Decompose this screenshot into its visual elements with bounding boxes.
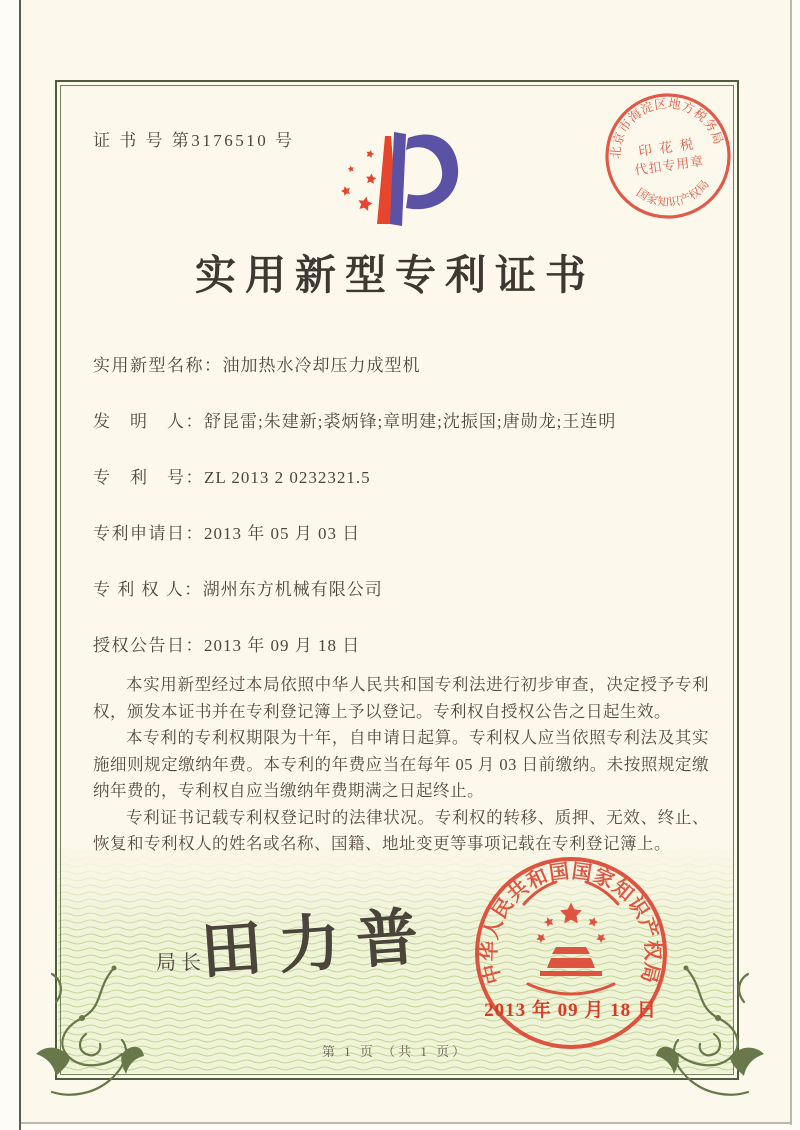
scan-edge-bottom <box>21 1122 791 1124</box>
field-patent-number <box>93 463 713 519</box>
field-label: 专 利 号： <box>93 468 204 487</box>
tax-stamp-arc-bottom-text: 国家知识产权局 <box>633 178 713 210</box>
field-label: 实用新型名称： <box>93 356 223 375</box>
office-seal-arc-text: 中华人民共和国国家知识产权局 <box>478 860 664 987</box>
corner-flourish-icon <box>26 962 146 1102</box>
cnipa-office-seal <box>468 850 673 1055</box>
field-value: 舒昆雷;朱建新;裘炳锋;章明建;沈振国;唐勋龙;王连明 <box>204 412 617 431</box>
field-label: 发 明 人： <box>93 412 204 431</box>
field-application-date <box>93 519 713 575</box>
field-label: 专利申请日： <box>93 524 204 543</box>
footer-page-indicator: 第 1 页 （共 1 页） <box>321 1044 469 1059</box>
certificate-title: 实用新型专利证书 <box>195 252 595 298</box>
certificate-fields <box>93 351 713 687</box>
legal-paragraph: 专利证书记载专利权登记时的法律状况。专利权的转移、质押、无效、终止、恢复和专利权人的姓名或名称、国籍、地址变更等事项记载在专利登记簿上。 <box>93 807 709 853</box>
field-label: 授权公告日： <box>93 636 204 655</box>
field-value: 湖州东方机械有限公司 <box>202 580 383 599</box>
seal-date: 2013 年 09 月 18 日 <box>484 1000 657 1021</box>
field-value: 2013 年 05 月 03 日 <box>204 524 361 543</box>
tax-stamp-center-line1: 印 花 税 <box>637 136 697 159</box>
scan-edge-right <box>790 0 792 1125</box>
scan-edge-left <box>19 0 21 1130</box>
director-signature: 田力普 <box>198 902 437 988</box>
tax-stamp-arc-top-text: 北京市海淀区地方税务局 <box>608 96 726 160</box>
field-label: 专 利 权 人： <box>93 580 203 599</box>
certificate-number: 证 书 号 第3176510 号 <box>93 131 295 150</box>
national-emblem-icon <box>534 903 608 977</box>
field-utility-model-name <box>93 351 713 407</box>
tax-stamp-center-line2: 代扣专用章 <box>633 153 706 178</box>
field-inventors <box>93 407 713 463</box>
field-value: 2013 年 09 月 18 日 <box>204 636 361 655</box>
tax-stamp-seal <box>589 77 747 235</box>
field-patentee <box>93 575 713 631</box>
field-value: 油加热水冷却压力成型机 <box>222 356 421 375</box>
legal-paragraph: 本实用新型经过本局依照中华人民共和国专利法进行初步审查，决定授予专利权，颁发本证书并在专利登记簿上予以登记。专利权自授权公告之日起生效。 <box>93 675 709 721</box>
field-value: ZL 2013 2 0232321.5 <box>204 468 371 487</box>
cnipa-logo-icon <box>320 124 490 234</box>
legal-paragraph: 本专利的专利权期限为十年，自申请日起算。专利权人应当依照专利法及其实施细则规定缴纳年费。本专利的年费应当在每年 05 月 03 日前缴纳。未按照规定缴纳年费的，专利权自应当缴纳年费期满之日起终止。 <box>93 728 709 800</box>
legal-text-block <box>93 672 709 858</box>
director-title-label: 局长 <box>156 952 206 974</box>
